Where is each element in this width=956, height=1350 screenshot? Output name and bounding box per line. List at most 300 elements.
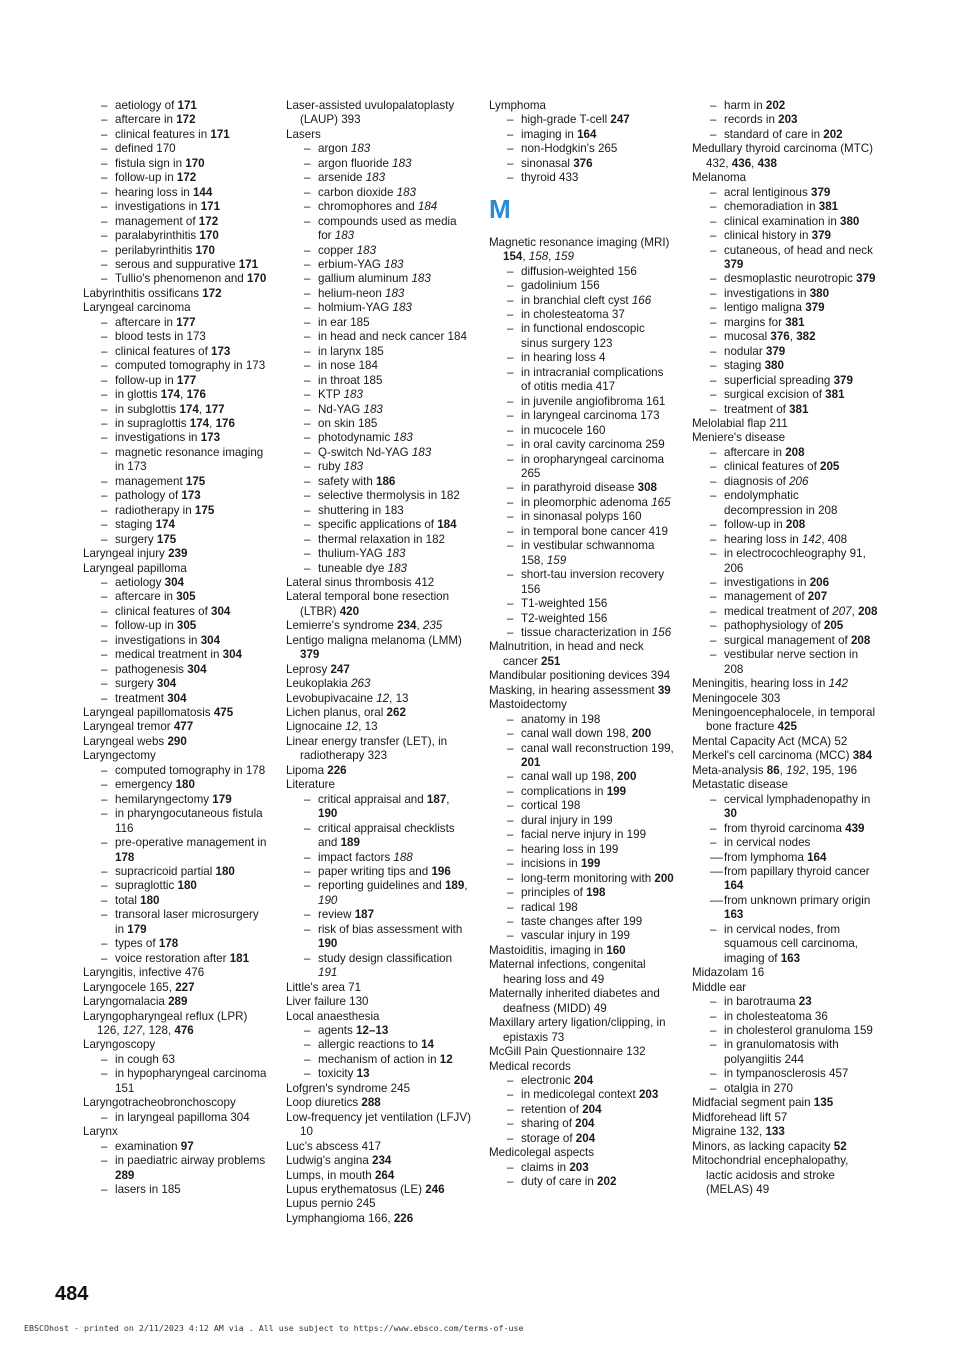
- index-subentry: [489, 612, 675, 626]
- page-ref: 142: [828, 677, 848, 691]
- subentry-dash: –: [507, 568, 514, 582]
- entry-text: Mastoiditis, imaging in: [489, 943, 607, 957]
- entry-text: compounds used as media for: [318, 214, 457, 243]
- index-subentry: [286, 171, 472, 185]
- entry-text: aftercare in: [115, 315, 177, 329]
- index-subentry: [83, 1067, 269, 1096]
- entry-text: radical 198: [521, 900, 578, 914]
- entry-text: fistula sign in: [115, 156, 186, 170]
- index-subentry: [83, 533, 269, 547]
- index-entry: [286, 692, 472, 706]
- index-entry: [489, 987, 675, 1016]
- subentry-dash: –: [710, 489, 717, 503]
- index-entry: [489, 684, 675, 698]
- page-ref: 204: [582, 1102, 602, 1116]
- index-subentry: [692, 388, 878, 402]
- entry-text: storage of: [521, 1131, 576, 1145]
- index-subentry: [692, 244, 878, 273]
- subentry-dash: –: [101, 792, 108, 806]
- index-entry: [692, 1096, 878, 1110]
- index-entry: [286, 1154, 472, 1168]
- page-ref: 304: [156, 677, 177, 691]
- index-subentry: [692, 229, 878, 243]
- entry-text: diagnosis of: [724, 474, 790, 488]
- subentry-dash: –: [507, 423, 514, 437]
- entry-text: transoral laser microsurgery in: [115, 908, 259, 936]
- subentry-dash: –: [101, 388, 108, 402]
- page-ref: 179: [212, 792, 232, 806]
- page-ref: 183: [411, 445, 432, 459]
- subentry-dash: –: [710, 1067, 717, 1081]
- entry-text: Melolabial flap 211: [692, 416, 788, 430]
- subentry-dash: –: [304, 474, 311, 488]
- page-ref: 183: [350, 142, 371, 156]
- subentry-dash: –: [101, 200, 108, 214]
- index-subentry: [692, 533, 878, 547]
- index-subentry: [489, 128, 675, 142]
- index-subentry: [489, 113, 675, 127]
- index-subentry: [286, 403, 472, 417]
- index-subentry: [83, 215, 269, 229]
- entry-text: Lichen planus, oral: [286, 706, 387, 720]
- subentry-dash: –: [710, 330, 717, 344]
- index-subentry: [83, 388, 269, 402]
- entry-text: gadolinium 156: [521, 279, 600, 293]
- subentry-dash: –: [710, 604, 717, 618]
- entry-text: lasers in 185: [115, 1182, 181, 1196]
- entry-text: clinical features of: [724, 460, 821, 474]
- entry-text: taste changes after 199: [521, 915, 643, 929]
- page-ref: 176: [215, 416, 235, 430]
- subentry-dash: –: [710, 1081, 717, 1095]
- page-ref: 475: [213, 706, 234, 720]
- page-ref: 12: [345, 720, 359, 734]
- entry-text: allergic reactions to: [318, 1038, 422, 1052]
- page-ref: 170: [246, 272, 267, 286]
- entry-text: Mitochondrial encephalopathy, lactic acidosis and stroke (MELAS) 49: [692, 1154, 849, 1196]
- entry-text: Nd-YAG: [318, 402, 364, 416]
- index-subentry: [286, 258, 472, 272]
- page-ref: 262: [386, 706, 406, 720]
- index-subentry: [489, 770, 675, 784]
- subentry-dash: –: [507, 857, 514, 871]
- index-subentry: [286, 330, 472, 344]
- index-entry: [286, 995, 472, 1009]
- subentry-dash: –: [507, 712, 514, 726]
- entry-text: Labyrinthitis ossificans: [83, 286, 203, 300]
- index-subentry: [286, 851, 472, 865]
- index-subentry: [692, 186, 878, 200]
- index-subentry: [692, 836, 878, 850]
- page-ref: 227: [175, 980, 195, 994]
- index-subentry: [692, 99, 878, 113]
- index-entry: [286, 778, 472, 792]
- entry-text: helium-neon: [318, 286, 386, 300]
- index-subentry: [692, 1082, 878, 1096]
- index-entry: [286, 1111, 472, 1140]
- page-ref: 163: [780, 951, 801, 965]
- subentry-dash: –: [304, 547, 311, 561]
- page-ref: 172: [176, 113, 196, 127]
- page-ref: 52: [833, 1139, 847, 1153]
- entry-text: erbium-YAG: [318, 257, 385, 271]
- entry-text: critical appraisal checklists and: [318, 821, 455, 850]
- index-subentry: [489, 525, 675, 539]
- index-entry: [286, 720, 472, 734]
- subentry-dash: –: [710, 315, 717, 329]
- subentry-dash: –: [101, 937, 108, 951]
- index-subentry: [692, 865, 878, 894]
- entry-text: ,: [779, 763, 787, 777]
- page-ref: 171: [238, 257, 259, 271]
- index-subentry: [692, 894, 878, 923]
- entry-text: claims in: [521, 1160, 570, 1174]
- entry-text: shuttering in 183: [318, 503, 404, 517]
- index-subentry: [489, 366, 675, 395]
- subentry-dash: –: [507, 438, 514, 452]
- entry-text: carbon dioxide: [318, 185, 397, 199]
- entry-text: Local anaesthesia: [286, 1009, 380, 1023]
- index-subentry: [286, 475, 472, 489]
- entry-text: radiotherapy in: [115, 503, 195, 517]
- index-entry: [286, 1082, 472, 1096]
- entry-text: in supraglottis: [115, 416, 190, 430]
- entry-text: Lateral temporal bone resection (LTBR): [286, 590, 450, 618]
- index-entry: [286, 663, 472, 677]
- subentry-dash: –: [710, 113, 717, 127]
- index-subentry: [83, 1154, 269, 1183]
- index-subentry: [692, 475, 878, 489]
- index-subentry: [489, 279, 675, 293]
- subentry-dash: –: [304, 532, 311, 546]
- subentry-dash: –: [304, 286, 311, 300]
- entry-text: supraglottic: [115, 879, 178, 893]
- page-ref: 180: [140, 893, 160, 907]
- index-subentry: [83, 113, 269, 127]
- page-ref: 305: [176, 619, 197, 633]
- entry-text: perilabyrinthitis: [115, 243, 196, 257]
- index-subentry: [286, 244, 472, 258]
- page-ref: 174: [179, 402, 199, 416]
- entry-text: argon fluoride: [318, 156, 393, 170]
- entry-text: Laryngomalacia: [83, 995, 169, 1009]
- subentry-dash: –: [507, 929, 514, 943]
- entry-text: Meniere's disease: [692, 431, 786, 445]
- page-ref: 180: [177, 879, 197, 893]
- index-subentry: [83, 1140, 269, 1154]
- entry-text: in cough 63: [115, 1052, 175, 1066]
- page-ref: 190: [318, 893, 338, 907]
- index-subentry: [286, 374, 472, 388]
- index-entry: [286, 735, 472, 764]
- index-subentry: [286, 1038, 472, 1052]
- entry-text: follow-up in: [115, 171, 177, 185]
- page-ref: 304: [187, 662, 207, 676]
- entry-text: surgery: [115, 677, 157, 691]
- subentry-dash: –: [710, 214, 717, 228]
- entry-text: gallium aluminum: [318, 272, 412, 286]
- index-subentry: [692, 128, 878, 142]
- index-subentry: [286, 186, 472, 200]
- page-ref: 156: [651, 625, 672, 639]
- index-entry: [83, 1125, 269, 1139]
- subentry-dash: –: [101, 373, 108, 387]
- page-ref: 164: [724, 879, 744, 893]
- page-ref: 382: [796, 330, 816, 344]
- subentry-dash: –: [304, 315, 311, 329]
- index-subentry: [83, 1183, 269, 1197]
- entry-text: in oral cavity carcinoma 259: [521, 438, 665, 452]
- page-ref: 164: [577, 127, 597, 141]
- index-subentry: [286, 301, 472, 315]
- index-subentry: [286, 1067, 472, 1081]
- index-subentry: [692, 272, 878, 286]
- subentry-dash: –: [101, 662, 108, 676]
- subentry-dash: –: [507, 625, 514, 639]
- subentry-dash: –: [304, 561, 311, 575]
- entry-text: copper: [318, 243, 357, 257]
- page-ref: 183: [393, 431, 413, 445]
- subentry-dash: –: [507, 113, 514, 127]
- entry-text: in sinonasal polyps 160: [521, 510, 642, 524]
- entry-text: follow-up in: [115, 619, 177, 633]
- entry-text: tissue characterization in: [521, 625, 652, 639]
- entry-text: imaging in: [521, 127, 578, 141]
- index-subentry: [489, 828, 675, 842]
- index-subentry: [83, 200, 269, 214]
- entry-text: Laryngeal injury: [83, 547, 169, 561]
- subentry-dash: –: [101, 763, 108, 777]
- index-subentry: [489, 1132, 675, 1146]
- subentry-dash: –: [710, 1009, 717, 1023]
- index-subentry: [83, 99, 269, 113]
- entry-text: hearing loss in 199: [521, 842, 619, 856]
- subentry-dash: –: [507, 1131, 514, 1145]
- index-subentry: [286, 489, 472, 503]
- index-entry: [489, 958, 675, 987]
- entry-text: hearing loss in: [724, 532, 802, 546]
- subentry-dash: –: [304, 402, 311, 416]
- index-subentry: [489, 901, 675, 915]
- subentry-dash: –: [304, 359, 311, 373]
- entry-text: Meta-analysis: [692, 763, 767, 777]
- entry-text: investigations in: [724, 286, 810, 300]
- entry-text: Leukoplakia: [286, 677, 352, 691]
- entry-text: safety with: [318, 474, 376, 488]
- index-subentry: [692, 576, 878, 590]
- entry-text: duty of care in: [521, 1175, 598, 1189]
- index-entry: [286, 128, 472, 142]
- index-subentry: [83, 619, 269, 633]
- page-ref: 180: [175, 778, 195, 792]
- subentry-dash: –: [710, 388, 717, 402]
- page-ref: 183: [365, 171, 386, 185]
- subentry-dash: –: [710, 648, 717, 662]
- page-ref: 135: [813, 1096, 834, 1110]
- subentry-dash: –: [304, 1052, 311, 1066]
- subentry-dash: –: [101, 315, 108, 329]
- entry-text: ,: [522, 250, 529, 264]
- page-ref: 264: [374, 1168, 395, 1182]
- page-ref: 183: [334, 229, 355, 243]
- entry-text: treatment of: [724, 402, 790, 416]
- entry-text: in larynx 185: [318, 344, 384, 358]
- subentry-dash: –: [710, 286, 717, 300]
- subentry-dash: –: [304, 792, 311, 806]
- index-subentry: [83, 446, 269, 475]
- entry-text: ,: [198, 402, 206, 416]
- subentry-dash: –: [304, 416, 311, 430]
- entry-text: blood tests in 173: [115, 330, 206, 344]
- subentry-dash: –: [507, 784, 514, 798]
- index-entry: [692, 142, 878, 171]
- entry-text: types of: [115, 937, 159, 951]
- page-ref: 202: [765, 99, 786, 112]
- subentry-dash: ––: [710, 893, 723, 907]
- index-column-3: [489, 99, 675, 1190]
- entry-text: impact factors: [318, 850, 394, 864]
- entry-text: Levobupivacaine: [286, 691, 377, 705]
- subentry-dash: –: [507, 307, 514, 321]
- entry-text: lentigo maligna: [724, 301, 806, 315]
- page-ref: 204: [575, 1117, 595, 1131]
- entry-text: non-Hodgkin's 265: [521, 142, 618, 156]
- entry-text: clinical history in: [724, 229, 812, 243]
- subentry-dash: –: [304, 489, 311, 503]
- page-ref: 381: [789, 402, 809, 416]
- entry-text: computed tomography in 173: [115, 359, 266, 373]
- page-ref: 190: [318, 937, 338, 951]
- index-subentry: [83, 576, 269, 590]
- page-ref: 205: [823, 619, 844, 633]
- index-subentry: [692, 403, 878, 417]
- index-entry: [286, 1197, 472, 1211]
- subentry-dash: –: [304, 257, 311, 271]
- page-ref: 183: [392, 301, 412, 315]
- subentry-dash: –: [304, 951, 311, 965]
- entry-text: Lumps, in mouth: [286, 1168, 375, 1182]
- index-subentry: [489, 496, 675, 510]
- index-subentry: [83, 186, 269, 200]
- page-ref: 235: [422, 619, 443, 633]
- index-subentry: [489, 265, 675, 279]
- page-ref: 308: [637, 481, 657, 495]
- page-ref: 379: [765, 344, 786, 358]
- entry-text: Laser-assisted uvulopalatoplasty (LAUP) 393: [286, 99, 455, 127]
- subentry-dash: –: [101, 445, 108, 459]
- index-subentry: [692, 590, 878, 604]
- page-ref: 183: [392, 156, 412, 170]
- page-ref: 379: [811, 229, 831, 243]
- entry-text: dural injury in 199: [521, 813, 613, 827]
- entry-text: T1-weighted 156: [521, 597, 608, 611]
- index-subentry: [489, 424, 675, 438]
- index-subentry: [692, 995, 878, 1009]
- index-subentry: [489, 843, 675, 857]
- subentry-dash: –: [101, 648, 108, 662]
- entry-text: holmium-YAG: [318, 301, 393, 315]
- entry-text: in cholesterol granuloma 159: [724, 1024, 873, 1037]
- entry-text: vascular injury in 199: [521, 929, 630, 943]
- index-column-1: [83, 99, 269, 1197]
- page-ref: 177: [176, 315, 196, 329]
- index-subentry: [83, 778, 269, 792]
- entry-text: pathogenesis: [115, 662, 188, 676]
- page-ref: 288: [361, 1096, 381, 1110]
- index-entry: [692, 692, 878, 706]
- page-ref: 179: [127, 922, 147, 936]
- page-ref: 174: [160, 388, 181, 402]
- page-ref: 477: [173, 720, 194, 734]
- index-subentry: [286, 923, 472, 952]
- entry-text: Maternally inherited diabetes and deafness (MIDD) 49: [489, 987, 660, 1015]
- subentry-dash: –: [507, 351, 514, 365]
- page-number: 484: [55, 1283, 89, 1305]
- page-ref: 379: [811, 185, 831, 199]
- index-subentry: [489, 1117, 675, 1131]
- subentry-dash: –: [101, 778, 108, 792]
- page-ref: 208: [785, 518, 806, 532]
- index-subentry: [286, 272, 472, 286]
- entry-text: cutaneous, of head and neck: [724, 243, 873, 257]
- entry-text: McGill Pain Questionnaire 132: [489, 1045, 646, 1059]
- entry-text: mechanism of action in: [318, 1052, 440, 1066]
- page-ref: 208: [850, 633, 871, 647]
- subentry-dash: –: [101, 185, 108, 199]
- subentry-dash: –: [710, 127, 717, 141]
- page-ref: 163: [724, 908, 744, 922]
- index-subentry: [83, 128, 269, 142]
- subentry-dash: –: [710, 373, 717, 387]
- entry-text: surgical excision of: [724, 388, 826, 402]
- subentry-dash: –: [507, 1175, 514, 1189]
- page-ref: 183: [385, 286, 405, 300]
- index-entry: [83, 301, 269, 315]
- page-ref: 144: [192, 185, 213, 199]
- index-entry: [83, 1010, 269, 1039]
- index-subentry: [489, 481, 675, 495]
- index-subentry: [286, 316, 472, 330]
- index-entry: [83, 1038, 269, 1052]
- page-ref: 192: [786, 763, 806, 777]
- page-ref: 204: [575, 1131, 596, 1145]
- entry-text: Meningoencephalocele, in temporal bone fracture: [692, 706, 876, 734]
- entry-text: Q-switch Nd-YAG: [318, 445, 412, 459]
- subentry-dash: –: [304, 243, 311, 257]
- subentry-dash: –: [101, 532, 108, 546]
- subentry-dash: –: [101, 619, 108, 633]
- entry-text: Mandibular positioning devices 394: [489, 669, 671, 683]
- entry-text: serous and suppurative: [115, 257, 239, 271]
- page-ref: 289: [168, 995, 188, 1009]
- index-subentry: [489, 568, 675, 597]
- subentry-dash: –: [304, 330, 311, 344]
- entry-text: T2-weighted 156: [521, 611, 608, 625]
- page-ref: 202: [597, 1175, 617, 1189]
- subentry-dash: –: [507, 886, 514, 900]
- page-ref: 199: [606, 784, 627, 798]
- subentry-dash: –: [710, 922, 717, 936]
- entry-text: in subglottis: [115, 402, 180, 416]
- entry-text: Lofgren's syndrome 245: [286, 1081, 411, 1095]
- index-entry: [286, 1140, 472, 1154]
- entry-text: in pleomorphic adenoma: [521, 495, 652, 509]
- subentry-dash: –: [710, 821, 717, 835]
- index-subentry: [489, 539, 675, 568]
- subentry-dash: –: [507, 510, 514, 524]
- page-ref: 205: [820, 460, 840, 474]
- index-subentry: [83, 807, 269, 836]
